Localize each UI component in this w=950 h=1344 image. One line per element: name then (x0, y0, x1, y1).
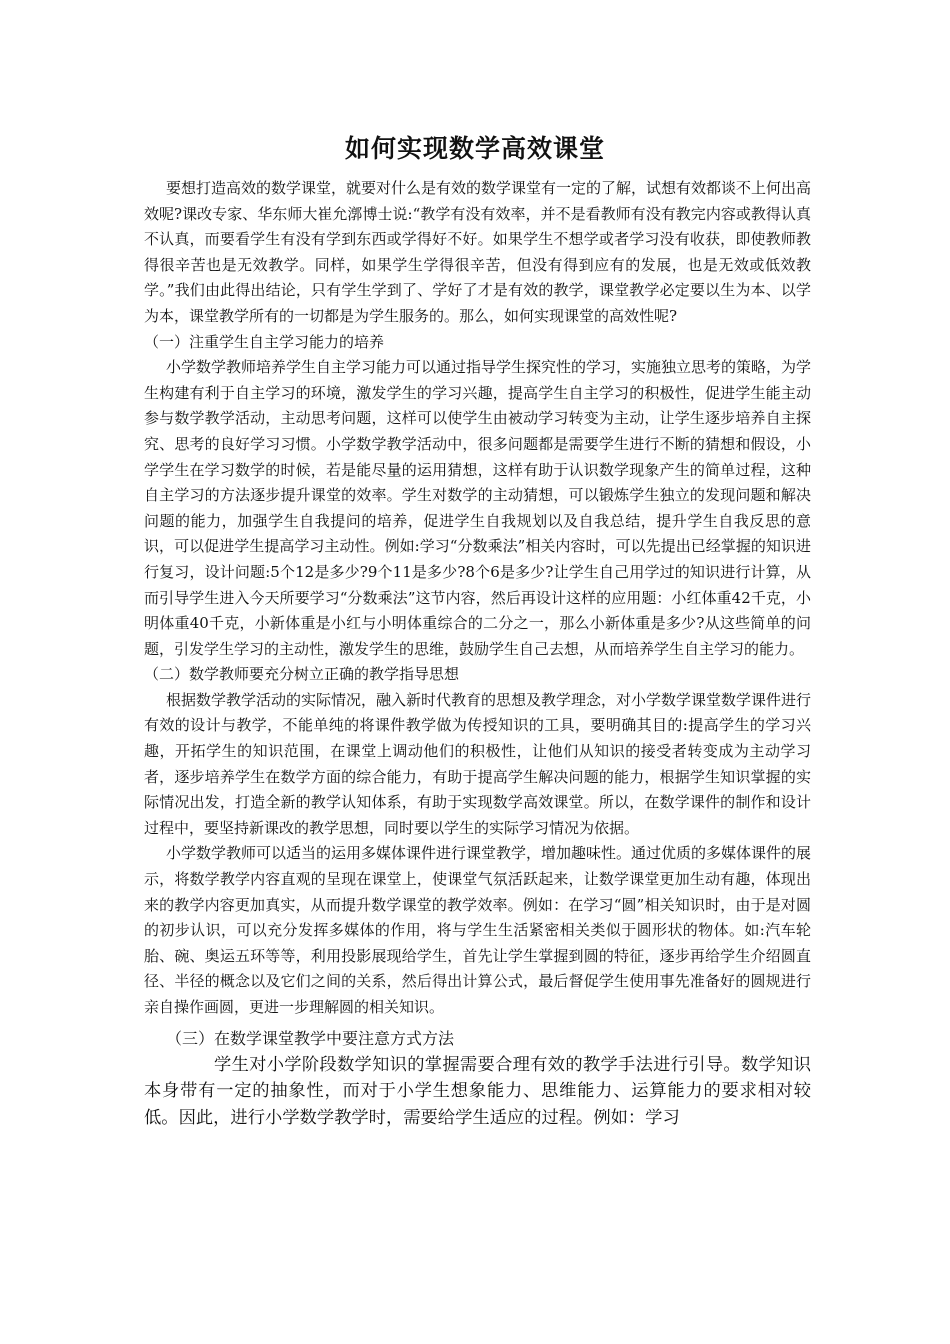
section2-paragraph-2: 小学数学教师可以适当的运用多媒体课件进行课堂教学，增加趣味性。通过优质的多媒体课件的展示，将数学教学内容直观的呈现在课堂上，使课堂气氛活跃起来，让数学课堂更加生动有趣，体现出来的教学内容更加真实，从而提升数学课堂的教学效率。例如：在学习“圆”相关知识时，由于是对圆的初步认识，可以充分发挥多媒体的作用，将与学生生活紧密相关类似于圆形状的物体。如:汽车轮胎、碗、奥运五环等等，利用投影展现给学生，首先让学生掌握到圆的特征，逐步再给学生介绍圆直径、半径的概念以及它们之间的关系，然后得出计算公式，最后督促学生使用事先准备好的圆规进行亲自操作画圆，更进一步理解圆的相关知识。 (144, 844, 812, 1016)
section1-heading: （一）注重学生自主学习能力的培养 (144, 332, 385, 351)
document-body (144, 176, 811, 1131)
section1-paragraph: 小学数学教师培养学生自主学习能力可以通过指导学生探究性的学习，实施独立思考的策略，为学生构建有利于自主学习的环境，激发学生的学习兴趣，提高学生自主学习的积极性，促进学生能主动参与数学教学活动，主动思考问题，这样可以使学生由被动学习转变为主动，让学生逐步培养自主探究、思考的良好学习习惯。小学数学教学活动中，很多问题都是需要学生进行不断的猜想和假设，小学学生在学习数学的时候，若是能尽量的运用猜想，这样有助于认识数学现象产生的简单过程，这种自主学习的方法逐步提升课堂的效率。学生对数学的主动猜想，可以锻炼学生独立的发现问题和解决问题的能力，加强学生自我提问的培养，促进学生自我规划以及自我总结，提升学生自我反思的意识，可以促进学生提高学习主动性。例如:学习“分数乘法”相关内容时，可以先提出已经掌握的知识进行复习，设计问题:5个12是多少?9个11是多少?8个6是多少?让学生自己用学过的知识进行计算，从而引导学生进入今天所要学习“分数乘法”这节内容，然后再设计这样的应用题：小红体重42千克，小明体重40千克，小新体重是小红与小明体重综合的二分之一，那么小新体重是多少?从这些简单的问题，引发学生学习的主动性，激发学生的思维，鼓励学生自己去想，从而培养学生自主学习的能力。 (144, 358, 812, 658)
document-title: 如何实现数学高效课堂 (344, 134, 605, 163)
section2-heading: （二）数学教师要充分树立正确的教学指导思想 (144, 665, 460, 684)
intro-paragraph: 要想打造高效的数学课堂，就要对什么是有效的数学课堂有一定的了解，试想有效都谈不上何出高效呢?课改专家、华东师大崔允漷博士说:“教学有没有效率，并不是看教师有没有教完内容或教得认真不认真，而要看学生有没有学到东西或学得好不好。如果学生不想学或者学习没有收获，即使教师教得很辛苦也是无效教学。同样，如果学生学得很辛苦，但没有得到应有的发展，也是无效或低效教学。”我们由此得出结论，只有学生学到了、学好了才是有效的教学，课堂教学必定要以生为本、以学为本，课堂教学所有的一切都是为学生服务的。那么，如何实现课堂的高效性呢? (144, 179, 812, 325)
section2-paragraph-1: 根据数学教学活动的实际情况，融入新时代教育的思想及教学理念，对小学数学课堂数学课件进行有效的设计与教学，不能单纯的将课件教学做为传授知识的工具，要明确其目的:提高学生的学习兴趣，开拓学生的知识范围，在课堂上调动他们的积极性，让他们从知识的接受者转变成为主动学习者，逐步培养学生在数学方面的综合能力，有助于提高学生解决问题的能力，根据学生知识掌握的实际情况出发，打造全新的教学认知体系，有助于实现数学高效课堂。所以，在数学课件的制作和设计过程中，要坚持新课改的教学思想，同时要以学生的实际学习情况为依据。 (144, 690, 812, 837)
section3-paragraph: 学生对小学阶段数学知识的掌握需要合理有效的教学手法进行引导。数学知识本身带有一定的抽象性，而对于小学生想象能力、思维能力、运算能力的要求相对较低。因此，进行小学数学教学时，需要给学生适应的过程。例如：学习 (144, 1054, 811, 1128)
section3-heading: （三）在数学课堂教学中要注意方式方法 (166, 1028, 455, 1048)
